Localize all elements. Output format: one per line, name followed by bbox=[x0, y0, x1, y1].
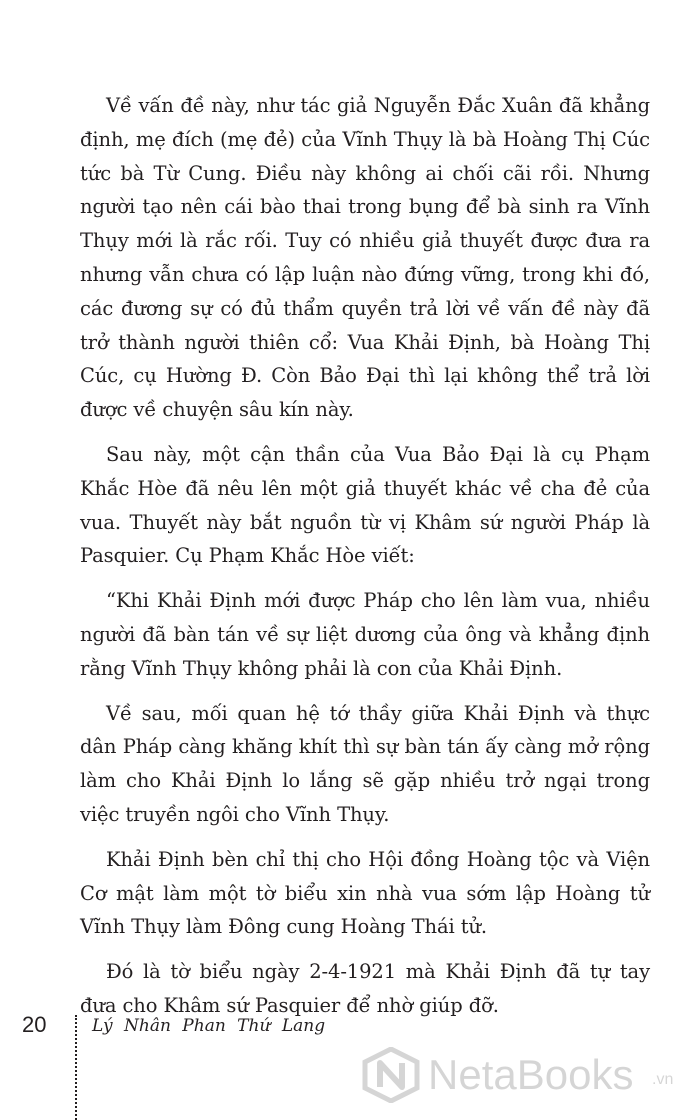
page-number: 20 bbox=[22, 1012, 47, 1037]
paragraph: Về sau, mối quan hệ tớ thầy giữa Khải Định và thực dân Pháp càng khăng khít thì sự bàn tán ấy càng mở rộng làm cho Khải Định lo lắng sẽ gặp nhiều trở ngại trong việc truyền ngôi cho Vĩnh Thụy. bbox=[80, 701, 650, 826]
paragraph: Về vấn đề này, như tác giả Nguyễn Đắc Xuân đã khẳng định, mẹ đích (mẹ đẻ) của Vĩnh Thụy là bà Hoàng Thị Cúc tức bà Từ Cung. Điều này không ai chối cãi rồi. Nhưng người tạo nên cái bào thai trong bụng để bà sinh ra Vĩnh Thụy mới là rắc rối. Tuy có nhiều giả thuyết được đưa ra nhưng vẫn chưa có lập luận nào đứng vững, trong khi đó, các đương sự có đủ thẩm quyền trả lời về vấn đề này đã trở thành người thiên cổ: Vua Khải Định, bà Hoàng Thị Cúc, cụ Hường Đ. Còn Bảo Đại thì lại không thể trả lời được về chuyện sâu kín này. bbox=[80, 94, 650, 422]
running-author: Lý Nhân Phan Thứ Lang bbox=[92, 1016, 326, 1036]
paragraph: “Khi Khải Định mới được Pháp cho lên làm vua, nhiều người đã bàn tán về sự liệt dương của ông và khẳng định rằng Vĩnh Thụy không phải là con của Khải Định. bbox=[80, 589, 650, 680]
dotted-rule bbox=[75, 1015, 77, 1120]
paragraph: Sau này, một cận thần của Vua Bảo Đại là cụ Phạm Khắc Hòe đã nêu lên một giả thuyết khác về cha đẻ của vua. Thuyết này bắt nguồn từ vị Khâm sứ người Pháp là Pasquier. Cụ Phạm Khắc Hòe viết: bbox=[80, 442, 650, 568]
watermark-suffix: .vn bbox=[652, 1071, 674, 1088]
paragraph: Đó là tờ biểu ngày 2-4-1921 mà Khải Định đã tự tay đưa cho Khâm sứ Pasquier để nhờ giúp đỡ. bbox=[80, 960, 650, 1017]
watermark bbox=[362, 1045, 692, 1105]
watermark-brand: NetaBooks bbox=[428, 1051, 634, 1098]
netabooks-logo-icon bbox=[362, 1047, 420, 1103]
body-text bbox=[80, 89, 650, 1034]
paragraph: Khải Định bèn chỉ thị cho Hội đồng Hoàng tộc và Viện Cơ mật làm một tờ biểu xin nhà vua sớm lập Hoàng tử Vĩnh Thụy làm Đông cung Hoàng Thái tử. bbox=[80, 847, 650, 939]
